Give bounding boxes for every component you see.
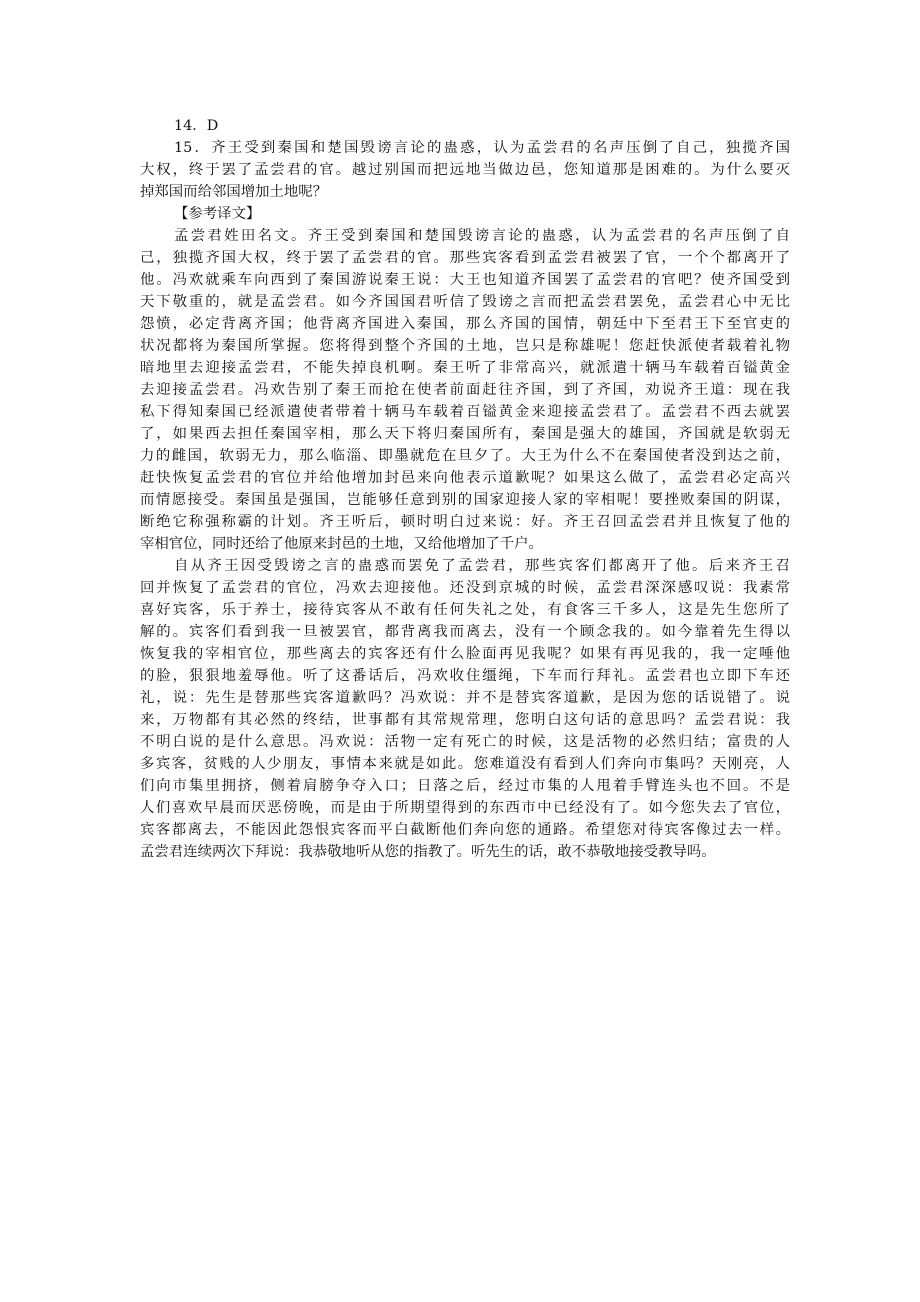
paragraph-1-line: 了，如果西去担任秦国宰相，那么天下将归秦国所有，秦国是强大的雄国，齐国就是软弱无	[140, 426, 790, 442]
paragraph-2-line: 宾客都离去，不能因此怨恨宾客而平白截断他们奔向您的通路。希望您对待宾客像过去一样。	[140, 822, 790, 838]
paragraph-2-line: 礼，说：先生是替那些宾客道歉吗？冯欢说：并不是替宾客道歉，是因为您的话说错了。说	[140, 690, 790, 706]
paragraph-1-line: 赶快恢复孟尝君的官位并给他增加封邑来向他表示道歉呢？如果这么做了，孟尝君必定高兴	[140, 470, 790, 486]
paragraph-2-line: 人们喜欢早晨而厌恶傍晚，而是由于所期望得到的东西市中已经没有了。如今您失去了官位，	[140, 800, 790, 816]
paragraph-1-line: 力的雌国，软弱无力，那么临淄、即墨就危在旦夕了。大王为什么不在秦国使者没到达之前，	[140, 448, 790, 464]
paragraph-1-line: 孟尝君姓田名文。齐王受到秦国和楚国毁谤言论的蛊惑，认为孟尝君的名声压倒了自	[174, 228, 790, 244]
paragraph-2-line: 们向市集里拥挤，侧着肩膀争夺入口；日落之后，经过市集的人甩着手臂连头也不回。不是	[140, 778, 790, 794]
paragraph-1-line: 己，独揽齐国大权，终于罢了孟尝君的官。那些宾客看到孟尝君被罢了官，一个个都离开了	[140, 250, 790, 266]
paragraph-2-line: 多宾客，贫贱的人少朋友，事情本来就是如此。您难道没有看到人们奔向市集吗？天刚亮，人	[140, 756, 790, 772]
answer-15-line: 15．齐王受到秦国和楚国毁谤言论的蛊惑，认为孟尝君的名声压倒了自己，独揽齐国	[174, 140, 790, 156]
paragraph-1-line: 断绝它称强称霸的计划。齐王听后，顿时明白过来说：好。齐王召回孟尝君并且恢复了他的	[140, 514, 790, 530]
paragraph-2-line: 自从齐王因受毁谤之言的蛊惑而罢免了孟尝君，那些宾客们都离开了他。后来齐王召	[174, 558, 790, 574]
paragraph-1-line: 天下敬重的，就是孟尝君。如今齐国国君听信了毁谤之言而把孟尝君罢免，孟尝君心中无比	[140, 294, 790, 310]
paragraph-2-line: 来，万物都有其必然的终结，世事都有其常规常理，您明白这句话的意思吗？孟尝君说：我	[140, 712, 790, 728]
document-page	[140, 115, 790, 863]
paragraph-1-line: 而情愿接受。秦国虽是强国，岂能够任意到别的国家迎接人家的宰相呢！要挫败秦国的阴谋，	[140, 492, 790, 508]
paragraph-1-line: 怨愤，必定背离齐国；他背离齐国进入秦国，那么齐国的国情，朝廷中下至君王下至官吏的	[140, 316, 790, 332]
paragraph-1-line: 宰相官位，同时还给了他原来封邑的土地，又给他增加了千户。	[140, 536, 543, 552]
paragraph-1-line: 暗地里去迎接孟尝君，不能失掉良机啊。秦王听了非常高兴，就派遣十辆马车载着百镒黄金	[140, 360, 790, 376]
paragraph-2-line: 恢复我的宰相官位，那些离去的宾客还有什么脸面再见我呢？如果有再见我的，我一定唾他	[140, 646, 790, 662]
paragraph-1-line: 状况都将为秦国所掌握。您将得到整个齐国的土地，岂只是称雄呢！您赶快派使者载着礼物	[140, 338, 790, 354]
paragraph-2-line: 喜好宾客，乐于养士，接待宾客从不敢有任何失礼之处，有食客三千多人，这是先生您所了	[140, 602, 790, 618]
answer-14: 14．D	[174, 118, 219, 134]
paragraph-1-line: 去迎接孟尝君。冯欢告别了秦王而抢在使者前面赶往齐国，到了齐国，劝说齐王道：现在我	[140, 382, 790, 398]
answer-15-line: 掉郑国而给邻国增加土地呢？	[140, 184, 328, 200]
paragraph-2-line: 不明白说的是什么意思。冯欢说：活物一定有死亡的时候，这是活物的必然归结；富贵的人	[140, 734, 790, 750]
paragraph-2-line: 孟尝君连续两次下拜说：我恭敬地听从您的指教了。听先生的话，敢不恭敬地接受教导吗。	[140, 844, 716, 860]
paragraph-1-line: 他。冯欢就乘车向西到了秦国游说秦王说：大王也知道齐国罢了孟尝君的官吧？使齐国受到	[140, 272, 790, 288]
reference-heading: 【参考译文】	[174, 206, 261, 222]
paragraph-2-line: 的脸，狠狠地羞辱他。听了这番话后，冯欢收住缰绳，下车而行拜礼。孟尝君也立即下车还	[140, 668, 790, 684]
paragraph-2-line: 解的。宾客们看到我一旦被罢官，都背离我而离去，没有一个顾念我的。如今靠着先生得以	[140, 624, 790, 640]
paragraph-1-line: 私下得知秦国已经派遣使者带着十辆马车载着百镒黄金来迎接孟尝君了。孟尝君不西去就罢	[140, 404, 790, 420]
paragraph-2-line: 回并恢复了孟尝君的官位，冯欢去迎接他。还没到京城的时候，孟尝君深深感叹说：我素常	[140, 580, 790, 596]
answer-15-line: 大权，终于罢了孟尝君的官。越过别国而把远地当做边邑，您知道那是困难的。为什么要灭	[140, 162, 790, 178]
